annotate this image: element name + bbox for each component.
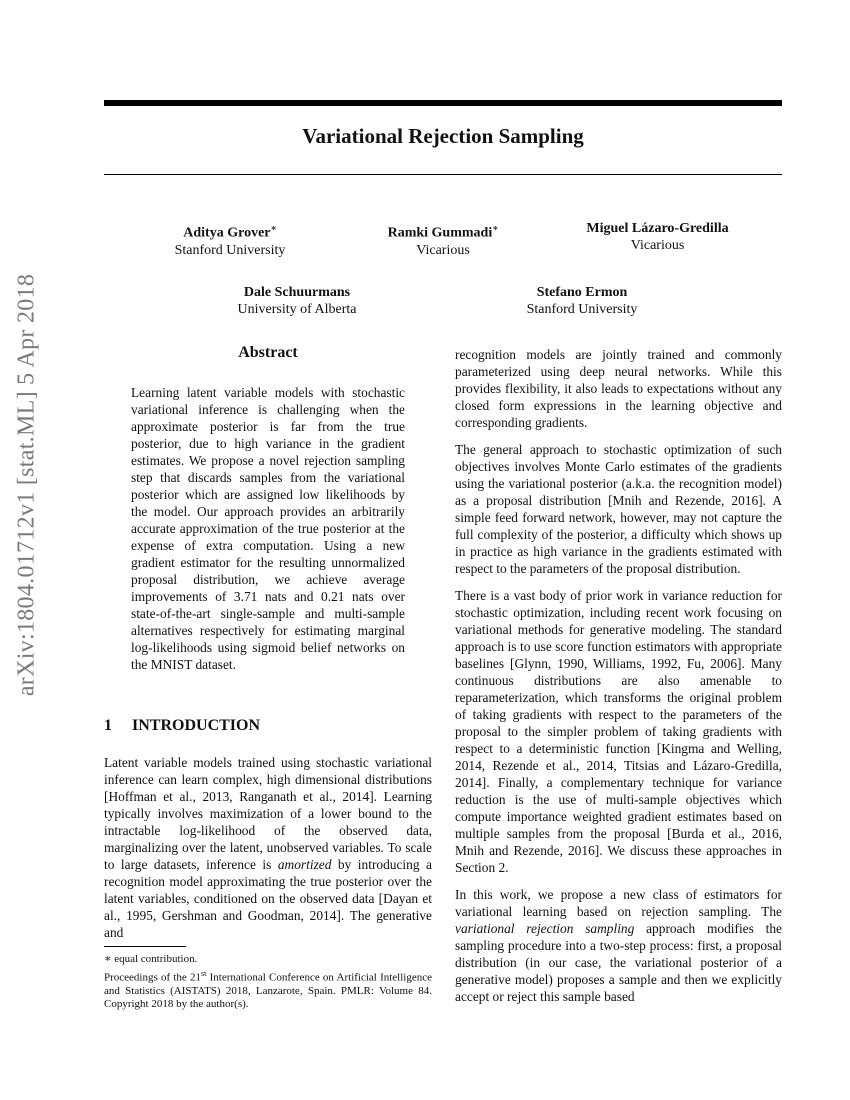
author-affiliation: Stanford University [526, 302, 638, 317]
footnote [104, 953, 432, 1012]
section-heading [104, 717, 260, 735]
paper-title: Variational Rejection Sampling [302, 124, 584, 148]
author-name: Ramki Gummadi∗ [387, 223, 499, 241]
footnote-rule [104, 946, 186, 947]
author-affiliation: Vicarious [416, 242, 470, 258]
author-block [135, 220, 325, 259]
footnote-proceedings: Proceedings of the 21st International Conference on Artificial Intelligence and Statistics (AISTATS) 2018, Lanzarote, Spain. PMLR: Volume 84. Copyright 2018 by the author(s). [104, 968, 432, 1011]
body-paragraph: recognition models are jointly trained and commonly parameterized using deep neural networks. While this provides flexibility, it also leads to expectations without any closed form expressions in the learning objective and corresponding gradients. [455, 347, 782, 430]
arxiv-stamp-text: arXiv:1804.01712v1 [stat.ML] 5 Apr 2018 [13, 273, 40, 697]
author-name: Stefano Ermon [536, 285, 628, 300]
title-top-rule [104, 100, 782, 106]
abstract-heading: Abstract [238, 344, 298, 361]
author-affiliation: Vicarious [630, 238, 685, 253]
section-number: 1 [104, 717, 112, 734]
abstract-text: Learning latent variable models with stochastic variational inference is challenging when the approximate posterior is far from the true posterior, due to high variance in the gradient estimates. We propose a novel rejection sampling step that discards samples from the variational posterior which are assigned low likelihoods by the model. Our approach provides an arbitrarily accurate approximation of the true posterior at the expense of extra computation. Using a new gradient estimator for the resulting unnormalized proposal distribution, we achieve average improvements of 3.71 nats and 0.21 nats over state-of-the-art single-sample and multi-sample alternatives respectively for estimating marginal log-likelihoods using sigmoid belief networks on the MNIST dataset. [131, 385, 405, 672]
author-block [202, 284, 392, 318]
right-column [455, 346, 782, 1015]
body-paragraph: The general approach to stochastic optimization of such objectives involves Monte Carlo estimates of the gradients using the variational posterior (a.k.a. the recognition model) as a proposal distribution [Mnih and Rezende, 2016]. A simple feed forward network, however, may not capture the full complexity of the posterior, a difficulty which shows up in practice as high variance in the gradients estimated with respect to the parameters of the proposal distribution. [455, 442, 782, 576]
intro-paragraph: Latent variable models trained using stochastic variational inference can learn complex, high dimensional distributions [Hoffman et al., 2013, Ranganath et al., 2014]. Learning typically involves maximization of a lower bound to the intractable log-likelihood of the observed data, marginalizing over the latent, unobserved variables. To scale to large datasets, inference is amortized by introducing a recognition model approximating the true posterior over the latent variables, conditioned on the observed data [Dayan et al., 1995, Gershman and Goodman, 2014]. The generative and [104, 755, 432, 940]
title-bottom-rule [104, 174, 782, 175]
intro-left-column [104, 754, 432, 951]
footnote-equal-contribution: ∗ equal contribution. [104, 953, 198, 965]
author-block [348, 220, 538, 259]
author-affiliation: Stanford University [174, 242, 286, 258]
author-block [555, 220, 760, 254]
body-paragraph: There is a vast body of prior work in variance reduction for stochastic optimization, including recent work focusing on variational methods for generative modeling. The standard approach is to use score function estimators with appropriate baselines [Glynn, 1990, Williams, 1992, Fu, 2006]. Many continuous distributions are also amenable to reparameterization, which transforms the original problem of taking gradients with respect to the parameters of the proposal to the simpler problem of taking gradients with respect to a deterministic function [Kingma and Welling, 2014, Rezende et al., 2014, Titsias and Lázaro-Gredilla, 2014]. Finally, a complementary technique for variance reduction is the use of multi-sample objectives which compute importance weighted gradient estimates based on multiple samples from the proposal [Burda et al., 2016, Mnih and Rezende, 2016]. We discuss these approaches in Section 2. [455, 588, 782, 875]
author-affiliation: University of Alberta [237, 302, 357, 317]
body-paragraph: In this work, we propose a new class of estimators for variational learning based on rejection sampling. The variational rejection sampling approach modifies the sampling procedure into a two-step process: first, a proposal distribution (in our case, the variational posterior of a generative model) proposes a sample and then we explicitly accept or reject this sample based [455, 887, 782, 1004]
author-block [487, 284, 677, 318]
author-name: Dale Schuurmans [243, 285, 351, 300]
arxiv-stamp [7, 273, 47, 697]
author-name: Miguel Lázaro-Gredilla [586, 221, 729, 236]
author-name: Aditya Grover∗ [183, 223, 277, 241]
section-title: INTRODUCTION [132, 717, 261, 734]
